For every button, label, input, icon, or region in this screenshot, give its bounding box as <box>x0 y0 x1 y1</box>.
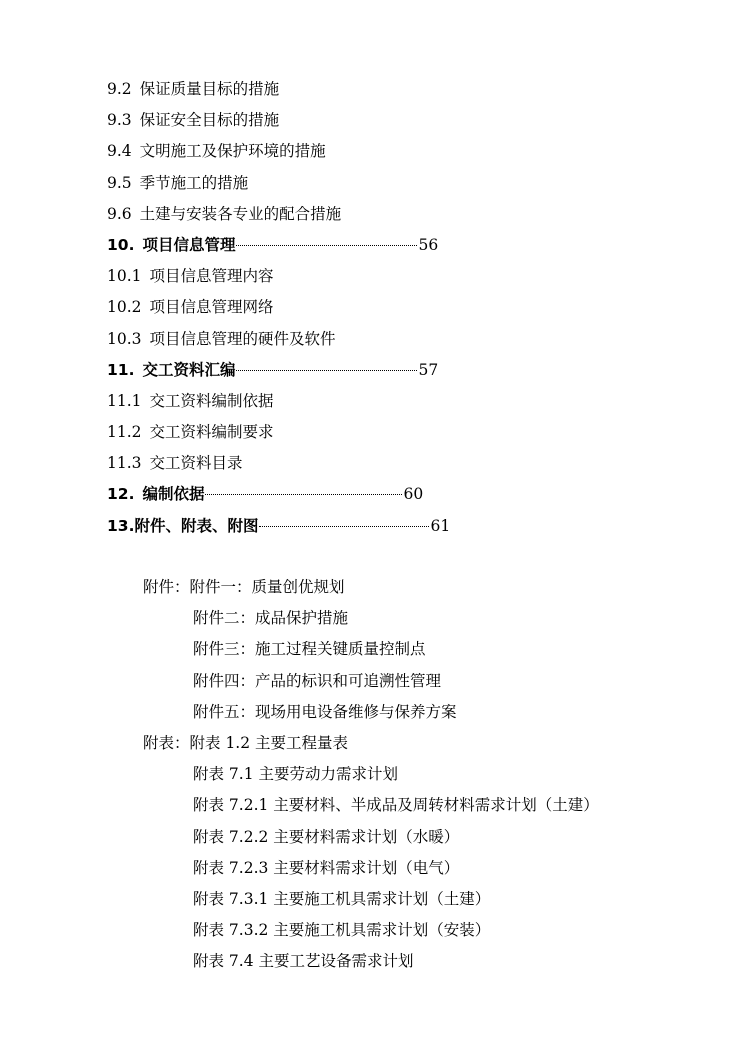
toc-number: 10. <box>107 235 135 254</box>
toc-entry <box>107 105 450 136</box>
toc-entry <box>107 74 450 105</box>
toc-entry <box>107 386 450 417</box>
attachment-item <box>143 603 599 634</box>
toc-title: 项目信息管理的硬件及软件 <box>149 329 336 348</box>
toc-number: 9.3 <box>107 111 132 130</box>
toc-section-heading <box>107 355 450 386</box>
toc-number: 9.4 <box>107 142 132 161</box>
table-item <box>143 790 599 821</box>
toc-entry <box>107 199 450 230</box>
toc-number: 12. <box>107 485 135 504</box>
toc-title: 交工资料编制要求 <box>149 423 274 442</box>
toc-entry <box>107 136 450 167</box>
table-of-contents <box>107 74 450 542</box>
toc-entry <box>107 292 450 323</box>
toc-title: 附件、附表、附图 <box>134 516 259 535</box>
appendix-list <box>143 572 599 977</box>
toc-title: 编制依据 <box>142 485 205 504</box>
attachment-title: 附件三：施工过程关键质量控制点 <box>193 640 426 659</box>
toc-title: 文明施工及保护环境的措施 <box>139 142 326 161</box>
toc-number: 10.2 <box>107 298 142 317</box>
toc-title: 交工资料汇编 <box>142 360 236 379</box>
attachment-title: 附件五：现场用电设备维修与保养方案 <box>193 702 457 721</box>
table-item <box>143 853 599 884</box>
table-item <box>143 946 599 977</box>
toc-number: 9.2 <box>107 80 132 98</box>
toc-title: 项目信息管理内容 <box>149 267 274 286</box>
table-item <box>143 822 599 853</box>
table-item <box>143 759 599 790</box>
attachments-label: 附件： <box>143 578 190 596</box>
dot-leader <box>236 245 417 246</box>
table-title: 附表 7.3.1 主要施工机具需求计划（土建） <box>193 889 491 908</box>
toc-title: 季节施工的措施 <box>139 173 249 192</box>
toc-title: 土建与安装各专业的配合措施 <box>139 204 342 223</box>
table-item <box>143 884 599 915</box>
table-title: 附表 7.2.3 主要材料需求计划（电气） <box>193 858 460 877</box>
attachment-title: 附件四：产品的标识和可追溯性管理 <box>193 671 442 690</box>
attachment-item <box>143 572 599 603</box>
toc-page-number: 60 <box>403 485 424 504</box>
attachment-item <box>143 697 599 728</box>
toc-section-heading <box>107 479 450 510</box>
toc-page-number: 61 <box>430 516 451 535</box>
toc-title: 保证安全目标的措施 <box>139 111 280 130</box>
toc-number: 11.3 <box>107 454 142 473</box>
toc-page-number: 57 <box>418 360 439 379</box>
toc-section-heading <box>107 511 450 542</box>
toc-title: 交工资料编制依据 <box>149 391 274 410</box>
dot-leader <box>259 526 429 527</box>
toc-number: 11.2 <box>107 423 142 442</box>
dot-leader <box>236 370 417 371</box>
toc-entry <box>107 324 450 355</box>
toc-entry <box>107 168 450 199</box>
attachment-item <box>143 666 599 697</box>
toc-number: 9.6 <box>107 204 132 223</box>
attachment-title: 附件一：质量创优规划 <box>189 578 345 596</box>
table-title: 附表 7.3.2 主要施工机具需求计划（安装） <box>193 921 491 940</box>
toc-number: 9.5 <box>107 173 132 192</box>
toc-title: 项目信息管理网络 <box>149 298 274 317</box>
toc-number: 10.3 <box>107 329 142 348</box>
dot-leader <box>205 494 402 495</box>
table-item <box>143 728 599 759</box>
toc-number: 11.1 <box>107 391 142 410</box>
table-title: 附表 7.1 主要劳动力需求计划 <box>193 765 399 784</box>
toc-number: 13. <box>107 516 135 535</box>
attachment-title: 附件二：成品保护措施 <box>193 609 349 628</box>
toc-section-heading <box>107 230 450 261</box>
attachment-item <box>143 634 599 665</box>
toc-title: 交工资料目录 <box>149 454 243 473</box>
table-title: 附表 1.2 主要工程量表 <box>189 733 349 752</box>
toc-number: 11. <box>107 360 135 379</box>
toc-page-number: 56 <box>418 235 439 254</box>
toc-entry <box>107 448 450 479</box>
toc-number: 10.1 <box>107 267 142 286</box>
table-title: 附表 7.2.2 主要材料需求计划（水暖） <box>193 827 460 846</box>
table-title: 附表 7.2.1 主要材料、半成品及周转材料需求计划（土建） <box>193 796 599 815</box>
tables-label: 附表： <box>143 733 190 752</box>
toc-entry <box>107 261 450 292</box>
table-title: 附表 7.4 主要工艺设备需求计划 <box>193 952 414 971</box>
toc-entry <box>107 417 450 448</box>
table-item <box>143 915 599 946</box>
toc-title: 项目信息管理 <box>142 235 236 254</box>
toc-title: 保证质量目标的措施 <box>139 80 280 98</box>
